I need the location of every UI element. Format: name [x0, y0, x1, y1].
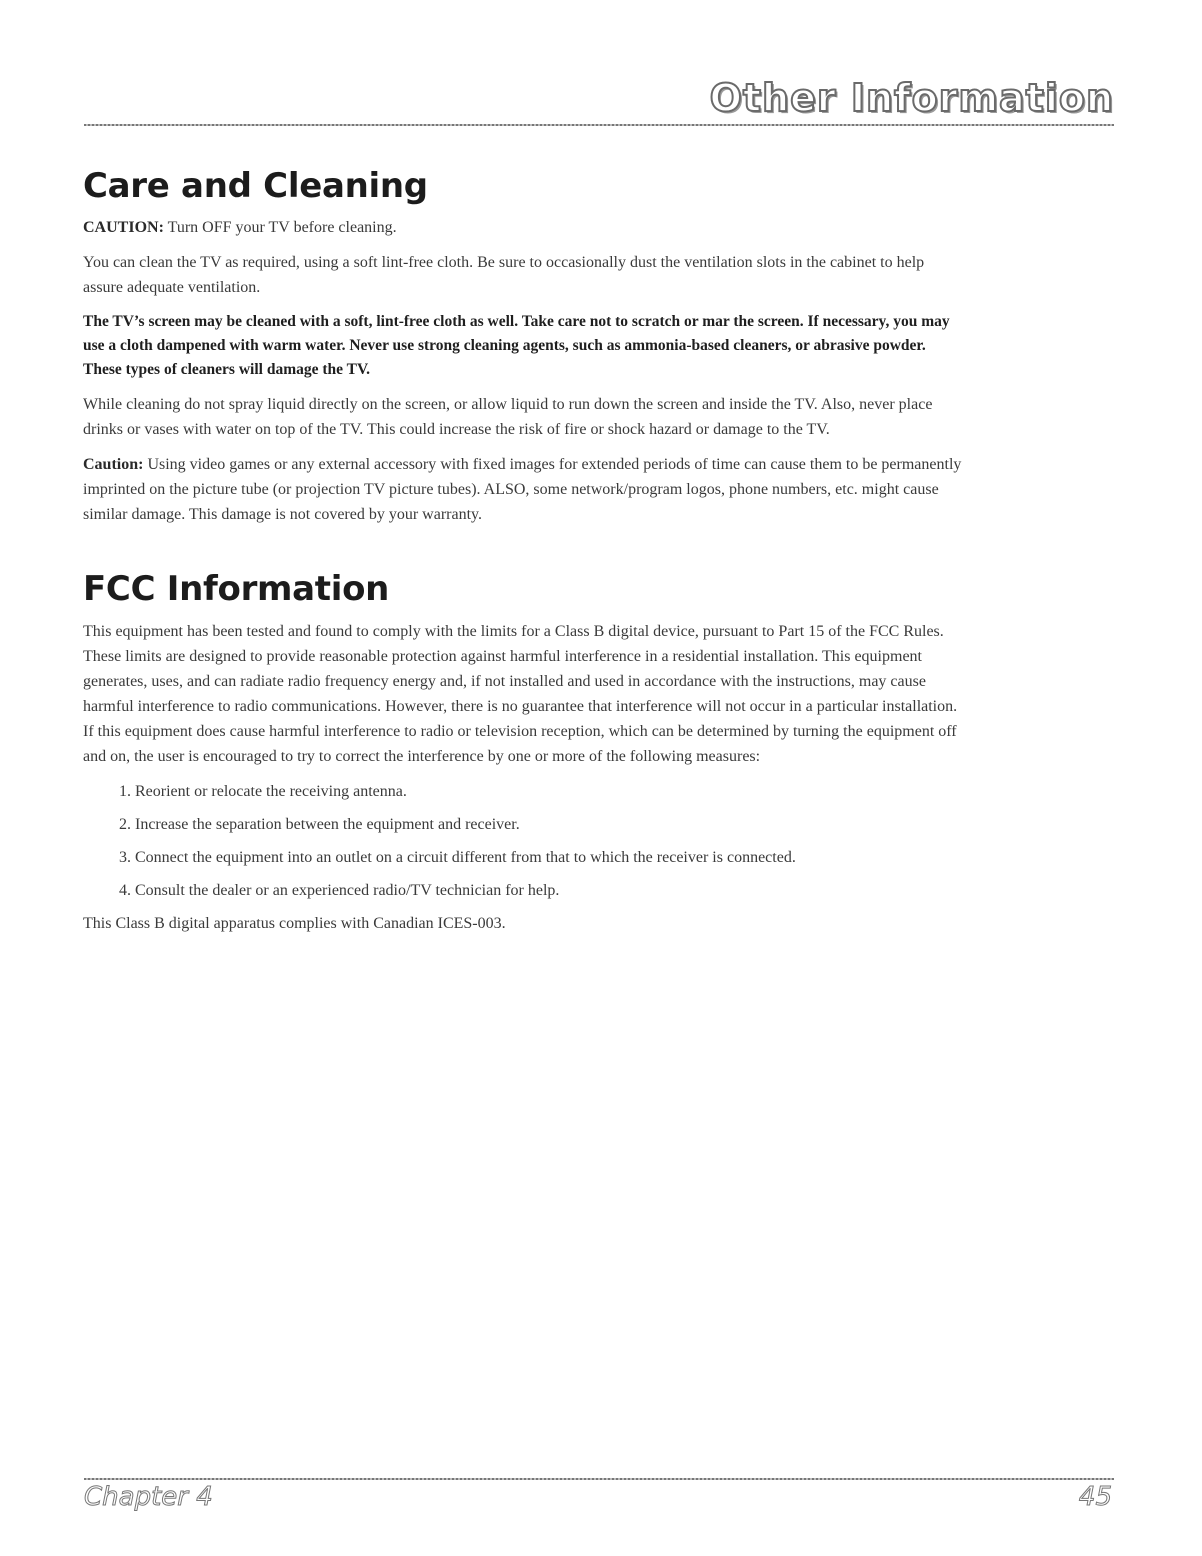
fcc-heading: FCC Information — [83, 569, 390, 610]
fcc-measures-list — [83, 779, 963, 903]
caution-label: CAUTION: — [83, 219, 164, 237]
ices-statement: This Class B digital apparatus complies with Canadian ICES-003. — [83, 914, 506, 932]
list-text: Connect the equipment into an outlet on a circuit different from that to which the receiver is connected. — [135, 848, 796, 866]
list-number: 2. — [119, 815, 131, 833]
caution2-text: Using video games or any external accessory with fixed images for extended periods of time can cause them to be permanently imprinted on the picture tube (or projection TV picture tubes). ALSO, some network/program logos, phone numbers, etc. might cause similar damage. This damage is not covered by your warranty. — [83, 456, 962, 524]
caution-paragraph — [83, 215, 963, 240]
fcc-intro: This equipment has been tested and found to comply with the limits for a Class B digital device, pursuant to Part 15 of the FCC Rules. These limits are designed to provide reasonable protection against harmful interference in a residential installation. This equipment generates, uses, and can radiate radio frequency energy and, if not installed and used in accordance with the instructions, may cause harmful interference to radio communications. However, there is no guarantee that interference will not occur in a particular installation. If this equipment does cause harmful interference to radio or television reception, which can be determined by turning the equipment off and on, the user is encouraged to try to correct the interference by one or more of the following measures: — [83, 622, 958, 765]
list-number: 3. — [119, 848, 131, 866]
main-content — [83, 168, 963, 946]
list-number: 1. — [119, 782, 131, 800]
list-item — [119, 812, 963, 837]
section-title: Other Information — [709, 76, 1114, 120]
caution-text: Turn OFF your TV before cleaning. — [163, 219, 397, 237]
image-burn-caution — [83, 452, 963, 527]
caution2-label: Caution: — [83, 456, 144, 474]
cleaning-paragraph: You can clean the TV as required, using a soft lint-free cloth. Be sure to occasionally dust the ventilation slots in the cabinet to help assure adequate ventilation. — [83, 254, 925, 297]
list-item — [119, 845, 963, 870]
list-item — [119, 779, 963, 804]
list-number: 4. — [119, 881, 131, 899]
care-section — [83, 168, 963, 527]
chapter-label: Chapter 4 — [84, 1482, 213, 1512]
list-text: Consult the dealer or an experienced radio/TV technician for help. — [135, 881, 560, 899]
care-heading: Care and Cleaning — [83, 166, 428, 206]
liquid-warning-paragraph: While cleaning do not spray liquid directly on the screen, or allow liquid to run down the screen and inside the TV. Also, never place drinks or vases with water on top of the TV. This could increase the risk of fire or shock hazard or damage to the TV. — [83, 396, 933, 439]
header-rule — [84, 124, 1114, 126]
list-text: Reorient or relocate the receiving antenna. — [135, 782, 407, 800]
list-item — [119, 878, 963, 903]
page-number: 45 — [1078, 1482, 1112, 1512]
list-text: Increase the separation between the equipment and receiver. — [135, 815, 520, 833]
screen-cleaning-warning: The TV’s screen may be cleaned with a soft, lint-free cloth as well. Take care not to scratch or mar the screen. If necessary, you may use a cloth dampened with warm water. Never use strong cleaning agents, such as ammonia-based cleaners, or abrasive powder. These types of cleaners will damage the TV. — [83, 313, 950, 379]
page-header — [84, 72, 1114, 122]
page-footer — [84, 1478, 1114, 1518]
fcc-section — [83, 571, 963, 935]
footer-rule — [84, 1478, 1114, 1480]
